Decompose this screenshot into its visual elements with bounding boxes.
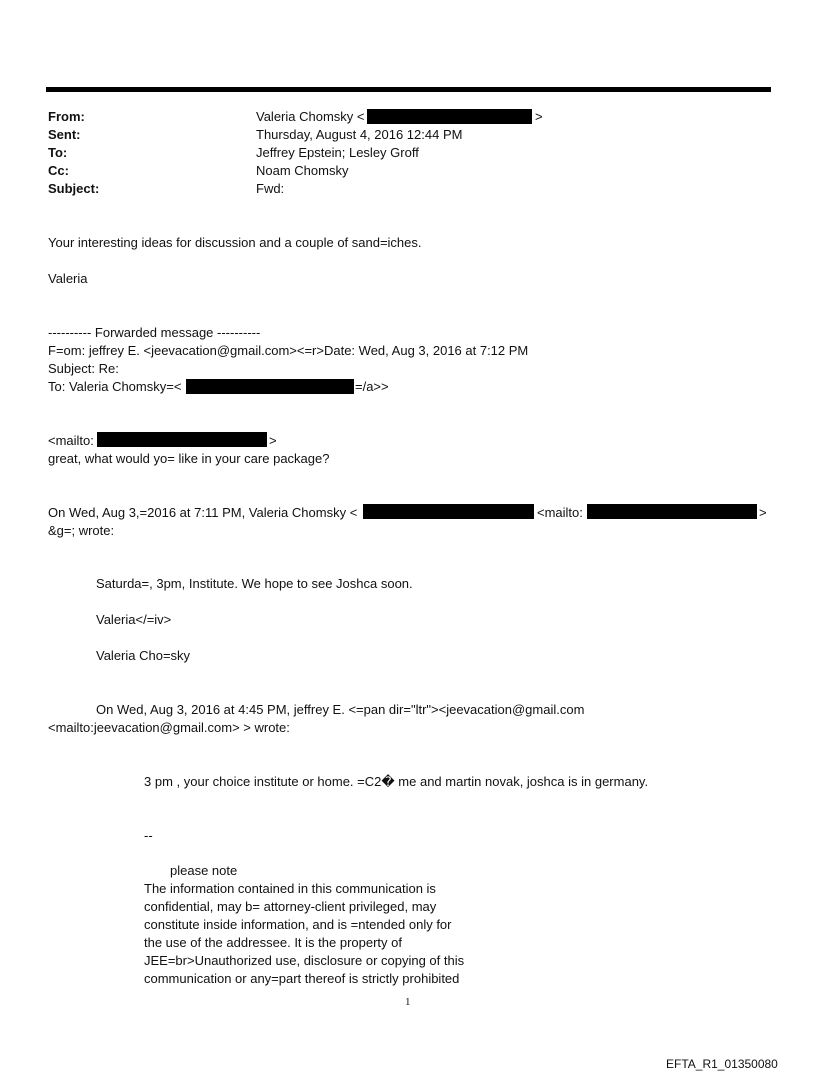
sent-value: Thursday, August 4, 2016 12:44 PM <box>256 127 463 142</box>
from-label: From: <box>48 109 85 124</box>
forwarded-to-suffix: =/a>> <box>355 379 389 394</box>
cc-label: Cc: <box>48 163 69 178</box>
document-id: EFTA_R1_01350080 <box>666 1057 778 1071</box>
quote2-header-cont: <mailto:jeevacation@gmail.com> > wrote: <box>48 720 290 735</box>
note-line: constitute inside information, and is =ntended only for <box>144 917 452 932</box>
from-value: Valeria Chomsky < <box>256 109 365 124</box>
quote1-wrote: &g=; wrote: <box>48 523 115 538</box>
redaction-block <box>587 504 757 519</box>
redaction-block <box>367 109 532 124</box>
page-number: 1 <box>405 996 411 1008</box>
signoff-text: Valeria <box>48 271 88 286</box>
note-line: communication or any=part thereof is strictly prohibited <box>144 971 460 986</box>
quote2-line: 3 pm , your choice institute or home. =C2� me and martin novak, joshca is in germany. <box>144 774 649 789</box>
sent-label: Sent: <box>48 127 81 142</box>
redaction-block <box>97 432 267 447</box>
quote1-mailto: <mailto: <box>537 505 583 520</box>
note-title: please note <box>170 863 238 878</box>
header-rule <box>46 87 771 92</box>
forwarded-from: F=om: jeffrey E. <jeevacation@gmail.com><=r>Date: Wed, Aug 3, 2016 at 7:12 PM <box>48 343 529 358</box>
forwarded-to: To: Valeria Chomsky=< <box>48 379 182 394</box>
note-line: JEE=br>Unauthorized use, disclosure or copying of this <box>144 953 465 968</box>
quote1-line: Valeria</=iv> <box>96 612 172 627</box>
quote1-header: On Wed, Aug 3,=2016 at 7:11 PM, Valeria Chomsky < <box>48 505 358 520</box>
to-value: Jeffrey Epstein; Lesley Groff <box>256 145 419 160</box>
signature-dash: -- <box>144 828 153 843</box>
quote2-header: On Wed, Aug 3, 2016 at 4:45 PM, jeffrey E. <=pan dir="ltr"><jeevacation@gmail.com <box>96 702 585 717</box>
cc-value: Noam Chomsky <box>256 163 349 178</box>
mailto-text: <mailto: <box>48 433 94 448</box>
redaction-block <box>186 379 354 394</box>
quote1-line: Saturda=, 3pm, Institute. We hope to see Joshca soon. <box>96 576 413 591</box>
note-line: The information contained in this communication is <box>144 881 436 896</box>
intro-text: Your interesting ideas for discussion and a couple of sand=iches. <box>48 235 422 250</box>
reply-text: great, what would yo= like in your care package? <box>48 451 330 466</box>
subject-value: Fwd: <box>256 181 285 196</box>
forwarded-subject: Subject: Re: <box>48 361 119 376</box>
forwarded-header: ---------- Forwarded message ---------- <box>48 325 261 340</box>
quote1-close: > <box>759 505 767 520</box>
redaction-block <box>363 504 534 519</box>
note-line: confidential, may b= attorney-client privileged, may <box>144 899 437 914</box>
mailto-close: > <box>269 433 277 448</box>
quote1-line: Valeria Cho=sky <box>96 648 191 663</box>
from-close: > <box>535 109 543 124</box>
to-label: To: <box>48 145 68 160</box>
subject-label: Subject: <box>48 181 100 196</box>
note-line: the use of the addressee. It is the property of <box>144 935 402 950</box>
